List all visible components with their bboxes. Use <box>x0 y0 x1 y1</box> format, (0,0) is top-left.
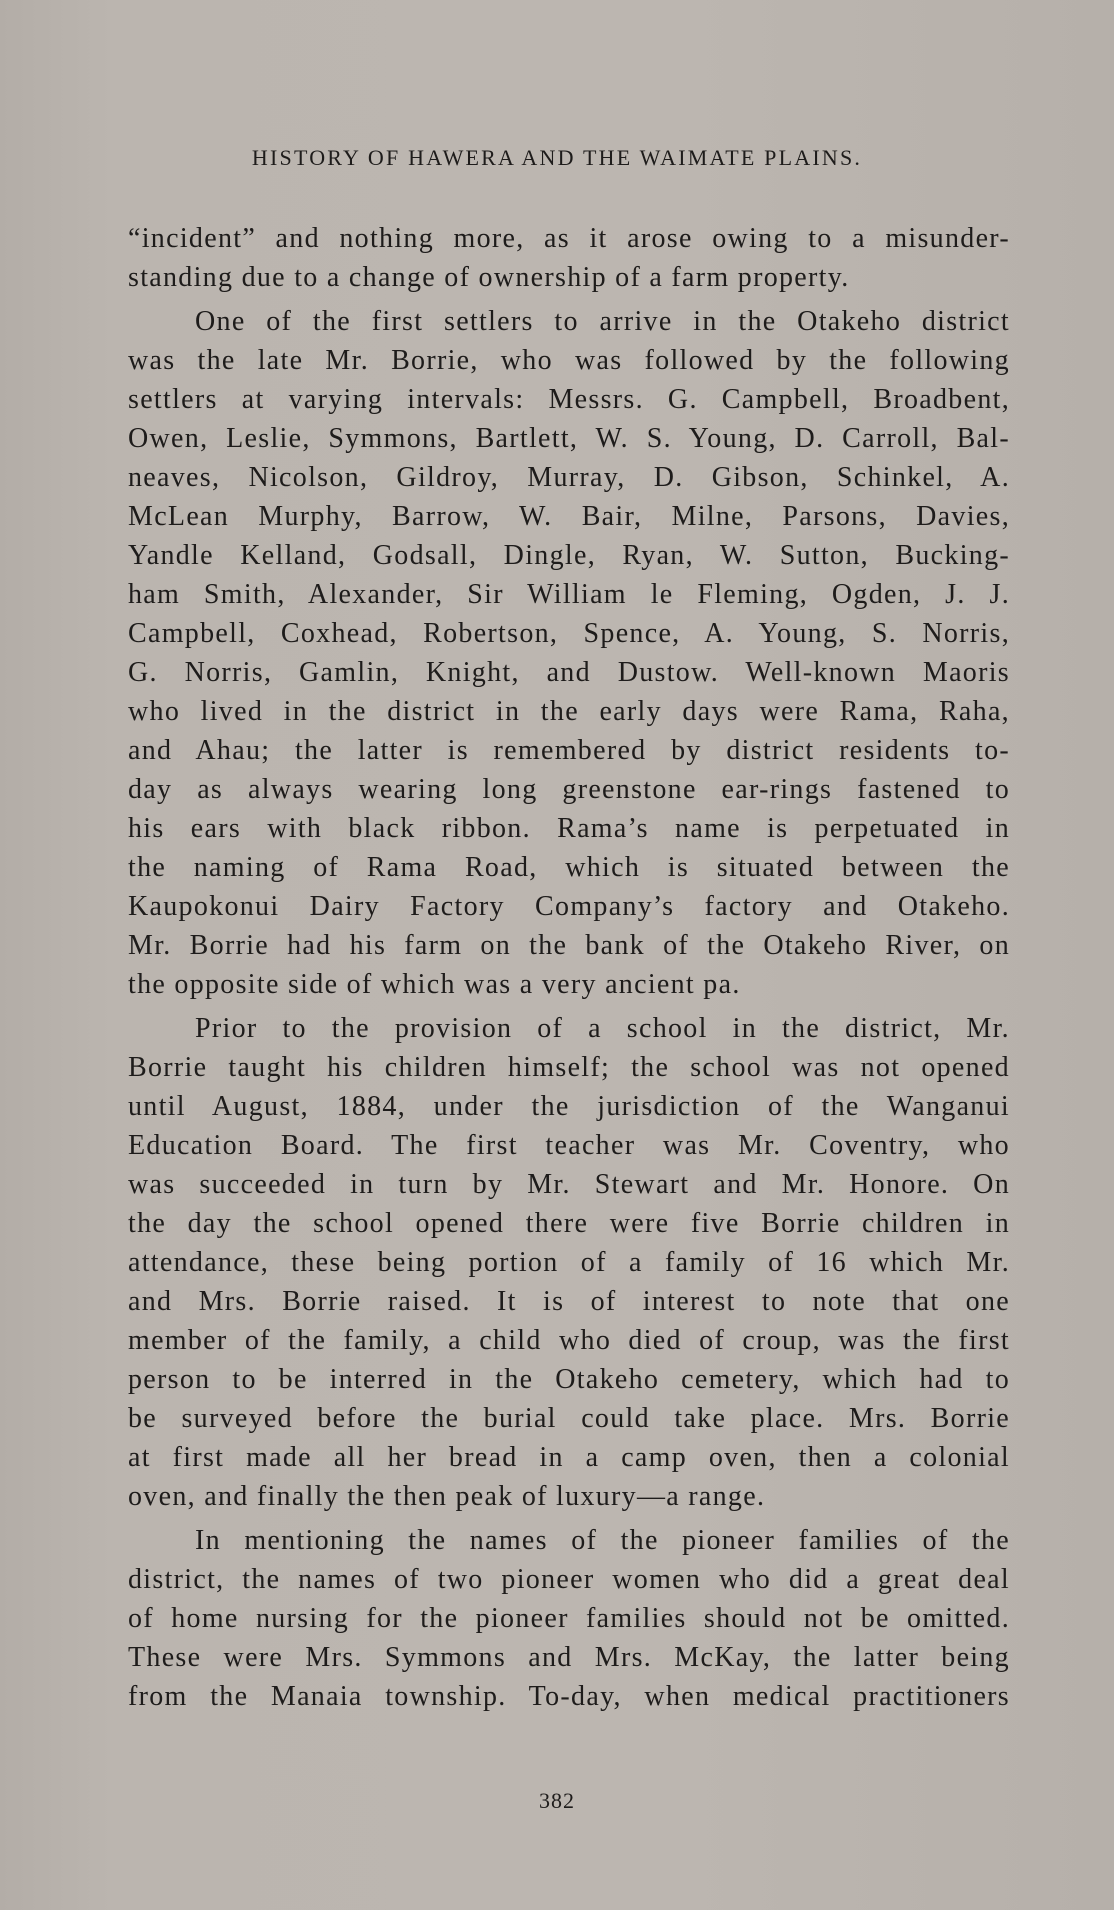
text-line: standing due to a change of ownership of a farm property. <box>128 262 850 293</box>
text-line: Prior to the provision of a school in the district, Mr. <box>195 1013 1010 1044</box>
text-line: and Mrs. Borrie raised. It is of interest to note that one <box>128 1286 1010 1317</box>
text-line: from the Manaia township. To-day, when medical practitioners <box>128 1681 1010 1712</box>
text-line: One of the first settlers to arrive in the Otakeho district <box>195 306 1010 337</box>
text-line: was succeeded in turn by Mr. Stewart and Mr. Honore. On <box>128 1169 1010 1200</box>
text-line: settlers at varying intervals: Messrs. G. Campbell, Broadbent, <box>128 384 1010 415</box>
text-line: person to be interred in the Otakeho cemetery, which had to <box>128 1364 1010 1395</box>
text-line: at first made all her bread in a camp oven, then a colonial <box>128 1442 1010 1473</box>
text-line: oven, and finally the then peak of luxury—a range. <box>128 1481 766 1512</box>
body-text <box>128 219 1010 1721</box>
text-line: Mr. Borrie had his farm on the bank of the Otakeho River, on <box>128 930 1010 961</box>
page-number: 382 <box>539 1788 575 1813</box>
text-line: was the late Mr. Borrie, who was followed by the following <box>128 345 1010 376</box>
paragraph <box>128 1009 1010 1516</box>
text-line: Borrie taught his children himself; the school was not opened <box>128 1052 1010 1083</box>
text-line: who lived in the district in the early days were Rama, Raha, <box>128 696 1010 727</box>
running-header: HISTORY OF HAWERA AND THE WAIMATE PLAINS. <box>251 145 863 170</box>
text-line: Kaupokonui Dairy Factory Company’s factory and Otakeho. <box>128 891 1010 922</box>
text-line: member of the family, a child who died of croup, was the first <box>128 1325 1010 1356</box>
text-line: the opposite side of which was a very ancient pa. <box>128 969 741 1000</box>
text-line: day as always wearing long greenstone ear-rings fastened to <box>128 774 1010 805</box>
text-line: McLean Murphy, Barrow, W. Bair, Milne, Parsons, Davies, <box>128 501 1010 532</box>
text-line: Owen, Leslie, Symmons, Bartlett, W. S. Young, D. Carroll, Bal- <box>128 423 1010 454</box>
text-line: be surveyed before the burial could take place. Mrs. Borrie <box>128 1403 1010 1434</box>
text-line: Education Board. The first teacher was Mr. Coventry, who <box>128 1130 1010 1161</box>
text-line: “incident” and nothing more, as it arose owing to a misunder- <box>128 223 1010 254</box>
text-line: until August, 1884, under the jurisdiction of the Wanganui <box>128 1091 1010 1122</box>
text-line: G. Norris, Gamlin, Knight, and Dustow. Well-known Maoris <box>128 657 1010 688</box>
text-line: and Ahau; the latter is remembered by district residents to- <box>128 735 1010 766</box>
paragraph <box>128 302 1010 1004</box>
text-line: attendance, these being portion of a family of 16 which Mr. <box>128 1247 1010 1278</box>
text-line: district, the names of two pioneer women who did a great deal <box>128 1564 1010 1595</box>
text-line: ham Smith, Alexander, Sir William le Fleming, Ogden, J. J. <box>128 579 1010 610</box>
text-line: neaves, Nicolson, Gildroy, Murray, D. Gibson, Schinkel, A. <box>128 462 1010 493</box>
text-line: of home nursing for the pioneer families should not be omitted. <box>128 1603 1010 1634</box>
text-line: his ears with black ribbon. Rama’s name is perpetuated in <box>128 813 1010 844</box>
text-line: In mentioning the names of the pioneer families of the <box>195 1525 1010 1556</box>
text-line: Yandle Kelland, Godsall, Dingle, Ryan, W. Sutton, Bucking- <box>128 540 1010 571</box>
text-line: the naming of Rama Road, which is situated between the <box>128 852 1010 883</box>
text-line: Campbell, Coxhead, Robertson, Spence, A. Young, S. Norris, <box>128 618 1010 649</box>
paragraph <box>128 219 1010 297</box>
paragraph <box>128 1521 1010 1716</box>
text-line: the day the school opened there were five Borrie children in <box>128 1208 1010 1239</box>
text-line: These were Mrs. Symmons and Mrs. McKay, the latter being <box>128 1642 1010 1673</box>
